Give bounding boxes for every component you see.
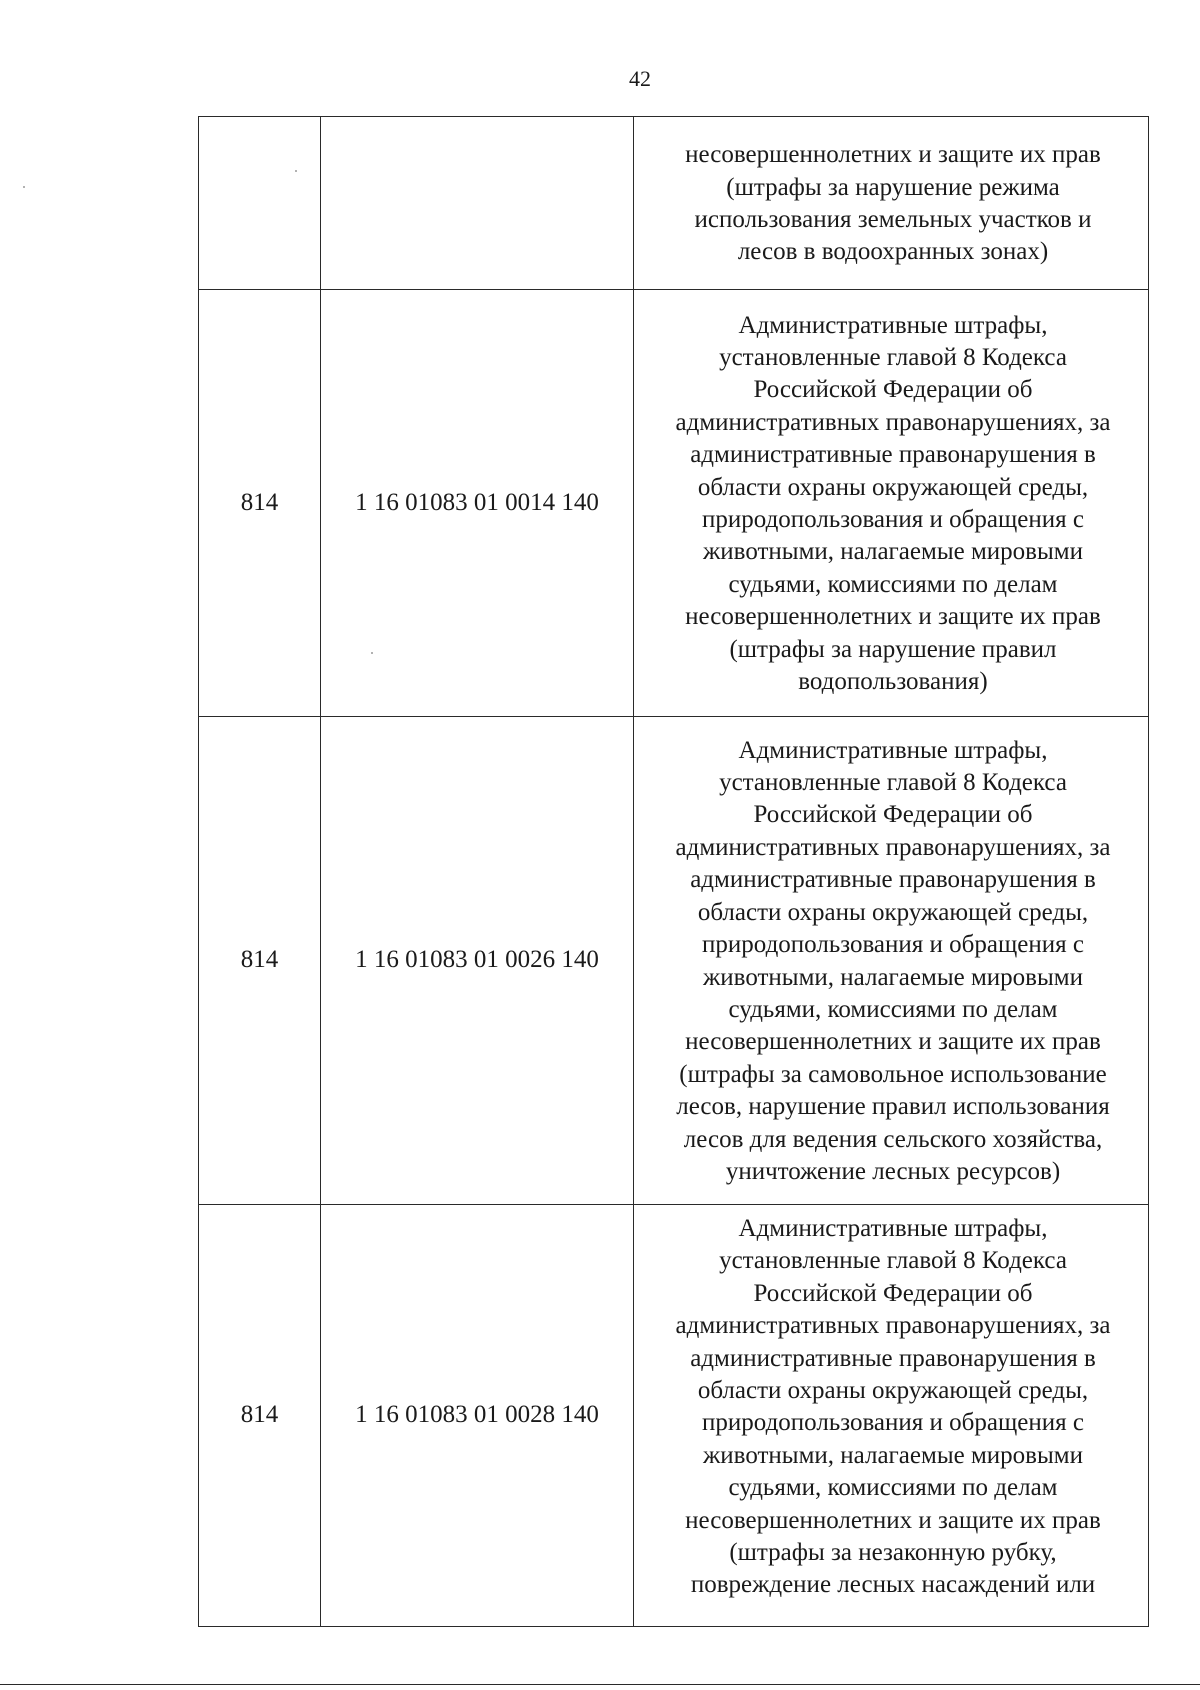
admin-code-cell: 814 [199,1205,321,1627]
description-line: области охраны окружающей среды, [697,473,1089,501]
description-line: лесов, нарушение правил использования [676,1093,1110,1121]
income-code-cell: 1 16 01083 01 0026 140 [321,717,634,1205]
admin-code-cell: 814 [199,290,321,717]
scan-speck [295,170,297,172]
income-code-cell [321,117,634,290]
admin-code-cell: 814 [199,717,321,1205]
description-cell [634,290,1149,717]
description-line: судьями, комиссиями по делам [728,570,1058,598]
table-row [199,717,1149,1205]
description-cell [634,117,1149,290]
description-line: Административные штрафы, [738,736,1048,764]
description-cell [634,717,1149,1205]
description-line: животными, налагаемые мировыми [703,963,1083,991]
description-line: (штрафы за незаконную рубку, [729,1539,1057,1567]
page-number: 42 [629,66,651,91]
description-line: установленные главой 8 Кодекса [719,343,1067,371]
description-line: судьями, комиссиями по делам [728,995,1058,1023]
description-line: судьями, комиссиями по делам [728,1474,1058,1502]
description-line: природопользования и обращения с [702,931,1084,959]
table-row [199,290,1149,717]
income-code-cell: 1 16 01083 01 0028 140 [321,1205,634,1627]
description-line: уничтожение лесных ресурсов) [725,1157,1061,1185]
description-line: Административные штрафы, [738,1215,1048,1242]
description-line: установленные главой 8 Кодекса [719,769,1067,797]
description-line: лесов для ведения сельского хозяйства, [683,1125,1103,1153]
description-line: административные правонарушения в [690,866,1096,894]
description-line: Административные штрафы, [738,311,1048,339]
description-line: административных правонарушениях, за [675,833,1111,861]
description-line: административных правонарушениях, за [675,1312,1111,1340]
description-line: использования земельных участков и [694,206,1092,233]
description-cell [634,1205,1149,1627]
description-line: природопользования и обращения с [702,506,1084,533]
description-line: области охраны окружающей среды, [697,1377,1089,1405]
description-line: несовершеннолетних и защите их прав [685,603,1101,631]
income-code-cell: 1 16 01083 01 0014 140 [321,290,634,717]
description-line: животными, налагаемые мировыми [703,1441,1083,1469]
description-line: несовершеннолетних и защите их прав [685,1506,1101,1534]
description-line: несовершеннолетних и защите их прав [685,141,1101,169]
table-row [199,117,1149,290]
description-line: лесов в водоохранных зонах) [737,238,1049,266]
description-line: Российской Федерации об [753,376,1033,404]
description-line: (штрафы за нарушение правил [729,635,1057,663]
description-line: административные правонарушения в [690,441,1096,469]
description-line: (штрафы за самовольное использование [679,1060,1107,1088]
table-row [199,1205,1149,1627]
budget-classification-table [198,116,1149,1627]
description-line: области охраны окружающей среды, [697,898,1089,926]
description-line: Российской Федерации об [753,1279,1033,1307]
description-line: административные правонарушения в [690,1344,1096,1372]
page-bottom-rule [0,1684,1200,1685]
description-line: повреждение лесных насаждений или [690,1571,1096,1599]
description-line: установленные главой 8 Кодекса [719,1247,1067,1275]
description-line: Российской Федерации об [753,801,1033,829]
description-line: водопользования) [798,668,988,696]
description-line: (штрафы за нарушение режима [726,173,1060,201]
description-line: животными, налагаемые мировыми [703,538,1083,566]
scan-speck [23,186,25,188]
scan-speck [371,652,373,654]
admin-code-cell [199,117,321,290]
description-line: природопользования и обращения с [702,1409,1084,1437]
description-line: несовершеннолетних и защите их прав [685,1028,1101,1056]
description-line: административных правонарушениях, за [675,408,1111,436]
